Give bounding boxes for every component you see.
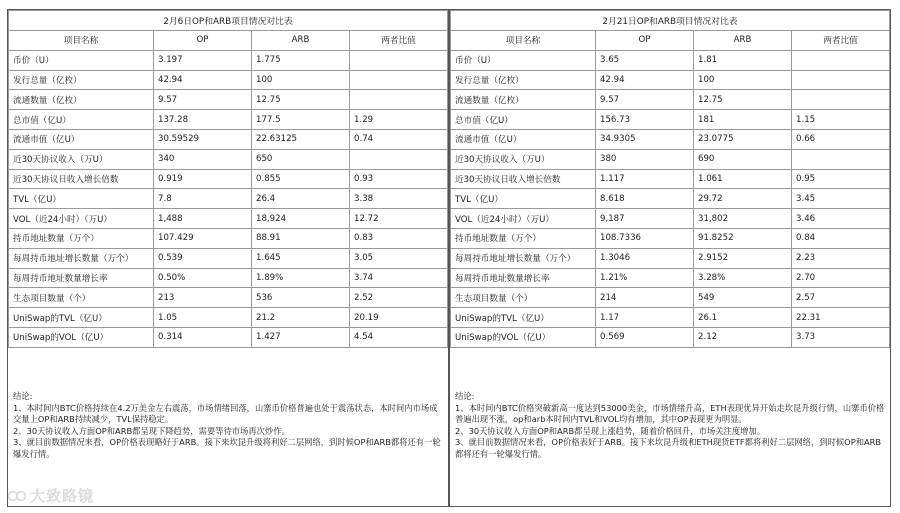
row-label: 近30天协议日收入增长倍数 (9, 169, 154, 189)
row-label: 每周持币地址数量增长率 (9, 268, 154, 288)
arb-value: 2.12 (694, 327, 792, 347)
op-value: 156.73 (596, 110, 694, 130)
conclusion-line: 1、本时间内BTC价格突破新高一度达到53000美金，市场情绪升高，ETH表现优异开始走坎昆升级行情，山寨币价格普遍出现不涨，op和arb本时间内TVL和VOL均有增加，其中OP表现更为明显。 (455, 402, 885, 424)
ratio-value: 0.84 (792, 228, 890, 248)
row-label: UniSwap的VOL（亿U） (9, 327, 154, 347)
row-label: 总市值（亿U） (451, 110, 596, 130)
row-label: 币价（U） (451, 50, 596, 70)
ratio-value: 1.15 (792, 110, 890, 130)
arb-value: 26.1 (694, 308, 792, 328)
arb-value: 91.8252 (694, 228, 792, 248)
ratio-value: 2.52 (350, 288, 448, 308)
right-table-body (451, 50, 890, 347)
table-row (451, 268, 890, 288)
row-label: 总市值（亿U） (9, 110, 154, 130)
conclusion-line: 2、30天协议收入方面OP和ARB都呈现上涨趋势，随着价格回升，市场关注度增加。 (455, 425, 766, 436)
table-row (9, 228, 448, 248)
op-value: 42.94 (154, 70, 252, 90)
op-value: 3.197 (154, 50, 252, 70)
arb-value: 29.72 (694, 189, 792, 209)
table-row (451, 288, 890, 308)
arb-value: 177.5 (252, 110, 350, 130)
row-label: 币价（U） (9, 50, 154, 70)
ratio-value: 0.66 (792, 129, 890, 149)
ratio-value: 3.74 (350, 268, 448, 288)
row-label: 持币地址数量（万个） (9, 228, 154, 248)
arb-value: 12.75 (694, 90, 792, 110)
op-value: 0.50% (154, 268, 252, 288)
left-conclusion (13, 391, 443, 460)
table-row (9, 50, 448, 70)
row-label: 流通数量（亿枚） (9, 90, 154, 110)
arb-value: 100 (252, 70, 350, 90)
arb-value: 2.9152 (694, 248, 792, 268)
col-header-ratio: 两者比值 (350, 31, 448, 51)
ratio-value: 0.95 (792, 169, 890, 189)
watermark-text: 大致路镜 (30, 487, 95, 505)
ratio-value (792, 70, 890, 90)
op-value: 213 (154, 288, 252, 308)
ratio-value (350, 90, 448, 110)
op-value: 137.28 (154, 110, 252, 130)
op-value: 7.8 (154, 189, 252, 209)
conclusion-line: 1、本时间内BTC价格持续在4.2万美金左右震荡，市场情绪回落，山寨币价格普遍也处于震荡状态，本时间内市场成交量上OP和ARB持续减少，TVL保持稳定。 (13, 402, 438, 424)
ratio-value (350, 70, 448, 90)
table-row (9, 189, 448, 209)
op-value: 3.65 (596, 50, 694, 70)
table-row (451, 149, 890, 169)
arb-value: 26.4 (252, 189, 350, 209)
op-value: 1.21% (596, 268, 694, 288)
col-header-op: OP (154, 31, 252, 51)
op-value: 34.9305 (596, 129, 694, 149)
ratio-value: 0.74 (350, 129, 448, 149)
arb-value: 100 (694, 70, 792, 90)
table-title: 2月6日OP和ARB项目情况对比表 (9, 11, 448, 31)
ratio-value: 20.19 (350, 308, 448, 328)
row-label: 近30天协议日收入增长倍数 (451, 169, 596, 189)
arb-value: 690 (694, 149, 792, 169)
table-row (451, 308, 890, 328)
row-label: UniSwap的TVL（亿U） (451, 308, 596, 328)
op-value: 9,187 (596, 209, 694, 229)
arb-value: 0.855 (252, 169, 350, 189)
left-table-body (9, 50, 448, 347)
row-label: 持币地址数量（万个） (451, 228, 596, 248)
conclusion-line: 3、就目前数据情况来看，OP价格表好于ARB。接下来坎昆升级和ETH现货ETF都将利好二层网络，到时候OP和ARB都将还有一轮爆发行情。 (455, 437, 882, 459)
op-value: 380 (596, 149, 694, 169)
table-row (451, 228, 890, 248)
right-conclusion (455, 391, 885, 460)
row-label: 每周持币地址增长数量（万个） (9, 248, 154, 268)
col-header-item: 项目名称 (9, 31, 154, 51)
arb-value: 22.63125 (252, 129, 350, 149)
row-label: VOL（近24小时）（万U） (9, 209, 154, 229)
op-value: 1.3046 (596, 248, 694, 268)
ratio-value: 3.46 (792, 209, 890, 229)
conclusion-line: 3、就目前数据情况来看，OP价格表现略好于ARB。接下来坎昆升级将利好二层网络，到时候OP和ARB都将还有一轮爆发行情。 (13, 437, 441, 459)
arb-value: 88.91 (252, 228, 350, 248)
ratio-value: 3.73 (792, 327, 890, 347)
row-label: 流通市值（亿U） (451, 129, 596, 149)
op-value: 0.919 (154, 169, 252, 189)
arb-value: 1.81 (694, 50, 792, 70)
table-row (451, 129, 890, 149)
ratio-value (350, 50, 448, 70)
row-label: 每周持币地址增长数量（万个） (451, 248, 596, 268)
row-label: 近30天协议收入（万U） (451, 149, 596, 169)
table-title: 2月21日OP和ARB项目情况对比表 (451, 11, 890, 31)
op-value: 0.539 (154, 248, 252, 268)
row-label: 发行总量（亿枚） (9, 70, 154, 90)
table-row (9, 169, 448, 189)
right-comparison-table (450, 10, 890, 348)
row-label: TVL（亿U） (451, 189, 596, 209)
ratio-value: 1.29 (350, 110, 448, 130)
op-value: 340 (154, 149, 252, 169)
col-header-item: 项目名称 (451, 31, 596, 51)
table-row (451, 189, 890, 209)
arb-value: 1.427 (252, 327, 350, 347)
col-header-op: OP (596, 31, 694, 51)
row-label: 生态项目数量（个） (451, 288, 596, 308)
table-row (9, 288, 448, 308)
ratio-value: 0.83 (350, 228, 448, 248)
op-value: 107.429 (154, 228, 252, 248)
ratio-value: 3.38 (350, 189, 448, 209)
row-label: 发行总量（亿枚） (451, 70, 596, 90)
op-value: 42.94 (596, 70, 694, 90)
table-row (451, 70, 890, 90)
arb-value: 549 (694, 288, 792, 308)
op-value: 108.7336 (596, 228, 694, 248)
left-comparison-panel (7, 9, 449, 507)
arb-value: 1.89% (252, 268, 350, 288)
col-header-arb: ARB (252, 31, 350, 51)
ratio-value (792, 90, 890, 110)
conclusion-line: 2、30天协议收入方面OP和ARB都呈现下降趋势，需要等待市场再次炒作。 (13, 425, 290, 436)
op-value: 1.17 (596, 308, 694, 328)
table-row (9, 110, 448, 130)
table-row (9, 149, 448, 169)
ratio-value: 0.93 (350, 169, 448, 189)
ratio-value (350, 149, 448, 169)
op-value: 1.05 (154, 308, 252, 328)
arb-value: 1.775 (252, 50, 350, 70)
ratio-value: 3.45 (792, 189, 890, 209)
watermark (8, 485, 94, 506)
ratio-value (792, 50, 890, 70)
table-row (451, 50, 890, 70)
col-header-arb: ARB (694, 31, 792, 51)
op-value: 9.57 (596, 90, 694, 110)
table-row (451, 209, 890, 229)
ratio-value: 2.70 (792, 268, 890, 288)
table-row (9, 209, 448, 229)
table-row (9, 327, 448, 347)
ratio-value: 4.54 (350, 327, 448, 347)
row-label: 每周持币地址数量增长率 (451, 268, 596, 288)
table-row (9, 248, 448, 268)
arb-value: 12.75 (252, 90, 350, 110)
ratio-value: 12.72 (350, 209, 448, 229)
right-comparison-panel (449, 9, 891, 507)
op-value: 1,488 (154, 209, 252, 229)
arb-value: 1.645 (252, 248, 350, 268)
table-row (9, 90, 448, 110)
table-row (451, 169, 890, 189)
arb-value: 650 (252, 149, 350, 169)
table-row (9, 308, 448, 328)
ratio-value: 3.05 (350, 248, 448, 268)
left-comparison-table (8, 10, 448, 348)
arb-value: 3.28% (694, 268, 792, 288)
arb-value: 536 (252, 288, 350, 308)
row-label: 流通数量（亿枚） (451, 90, 596, 110)
ratio-value: 2.57 (792, 288, 890, 308)
row-label: TVL（亿U） (9, 189, 154, 209)
row-label: 生态项目数量（个） (9, 288, 154, 308)
row-label: 近30天协议收入（万U） (9, 149, 154, 169)
arb-value: 18,924 (252, 209, 350, 229)
table-row (9, 129, 448, 149)
row-label: UniSwap的VOL（亿U） (451, 327, 596, 347)
table-row (451, 90, 890, 110)
ratio-value: 22.31 (792, 308, 890, 328)
row-label: VOL（近24小时）（万U） (451, 209, 596, 229)
op-value: 8.618 (596, 189, 694, 209)
conclusion-title: 结论: (13, 391, 33, 401)
arb-value: 181 (694, 110, 792, 130)
arb-value: 21.2 (252, 308, 350, 328)
table-row (451, 327, 890, 347)
table-row (451, 110, 890, 130)
watermark-logo-icon (8, 489, 26, 503)
op-value: 9.57 (154, 90, 252, 110)
arb-value: 23.0775 (694, 129, 792, 149)
op-value: 0.314 (154, 327, 252, 347)
op-value: 1.117 (596, 169, 694, 189)
table-row (9, 70, 448, 90)
op-value: 214 (596, 288, 694, 308)
arb-value: 31,802 (694, 209, 792, 229)
row-label: UniSwap的TVL（亿U） (9, 308, 154, 328)
row-label: 流通市值（亿U） (9, 129, 154, 149)
table-row (9, 268, 448, 288)
col-header-ratio: 两者比值 (792, 31, 890, 51)
op-value: 0.569 (596, 327, 694, 347)
table-row (451, 248, 890, 268)
conclusion-title: 结论: (455, 391, 475, 401)
ratio-value (792, 149, 890, 169)
ratio-value: 2.23 (792, 248, 890, 268)
op-value: 30.59529 (154, 129, 252, 149)
arb-value: 1.061 (694, 169, 792, 189)
